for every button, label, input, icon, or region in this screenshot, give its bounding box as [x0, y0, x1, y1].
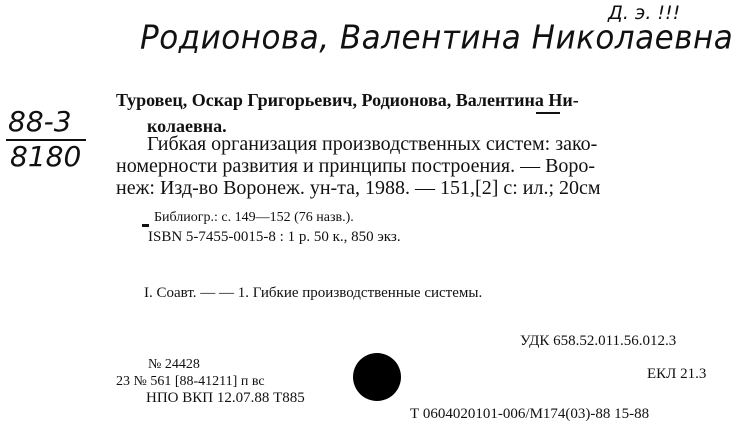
title-line-3: неж: Изд-во Воронеж. ун-та, 1988. — 151,[2] с: ил.; 20см [116, 177, 601, 199]
order-number: № 24428 [148, 357, 200, 372]
registry-number: 23 № 561 [88-41211] п вс [116, 374, 265, 389]
call-number-top: 88-3 [8, 105, 72, 138]
t-code: Т 0604020101-006/М174(03)-88 15-88 [410, 406, 650, 422]
title-line-2: номерности развития и принципы построения. — Воро- [116, 155, 596, 177]
udc-code: УДК 658.52.011.56.012.3 [520, 333, 677, 349]
handwritten-header: Родионова, Валентина Николаевна [140, 19, 734, 57]
punch-hole [353, 353, 401, 401]
publisher-info: НПО ВКП 12.07.88 T885 [146, 390, 305, 406]
title-line-1: Гибкая организация производственных систем: зако- [147, 133, 598, 155]
author-line-1: Туровец, Оскар Григорьевич, Родионова, Валентина Ни- [116, 90, 579, 110]
author-underline [536, 112, 560, 114]
call-number-bottom: 8180 [10, 140, 82, 173]
bibliography-note: Библиогр.: с. 149—152 (76 назв.). [154, 210, 354, 225]
author-line-2: колаевна. [147, 116, 227, 136]
tick-mark [142, 224, 149, 227]
isbn-line: ISBN 5-7455-0015-8 : 1 р. 50 к., 850 экз. [148, 229, 401, 245]
tracing-line: I. Соавт. — — 1. Гибкие производственные системы. [144, 285, 483, 301]
corner-note: Д. э. !!! [608, 2, 681, 24]
ekl-code: ЕКЛ 21.3 [647, 366, 707, 382]
